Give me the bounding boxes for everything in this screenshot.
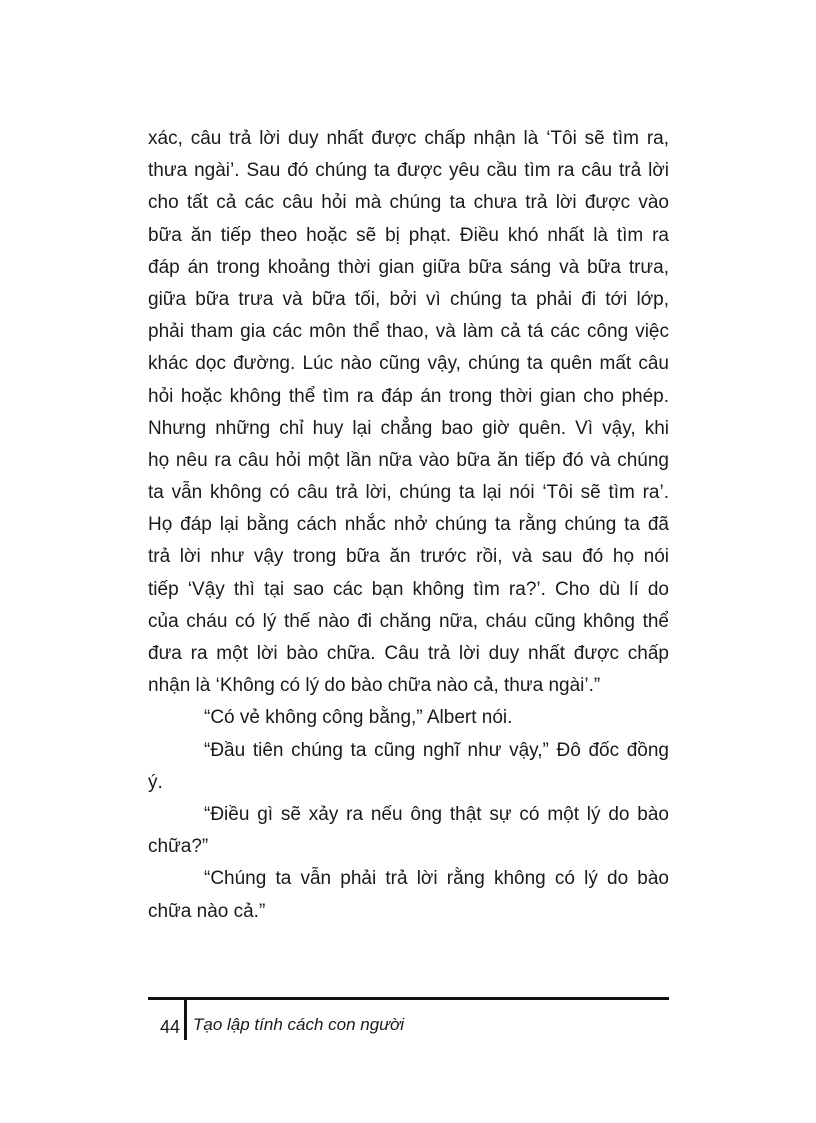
text-line: hỏi hoặc không thể tìm ra đáp án trong thời gian cho phép. <box>148 385 669 407</box>
page-number: 44 <box>159 1017 180 1037</box>
text-line: chữa?” <box>148 836 209 858</box>
text-line: “Chúng ta vẫn phải trả lời rằng không có lý do bào <box>204 868 669 890</box>
text-line: Nhưng những chỉ huy lại chẳng bao giờ quên. Vì vậy, khi <box>148 417 669 439</box>
text-line: họ nêu ra câu hỏi một lần nữa vào bữa ăn tiếp đó và chúng <box>148 449 669 471</box>
text-line: thưa ngài’. Sau đó chúng ta được yêu cầu tìm ra câu trả lời <box>148 160 669 182</box>
text-line: “Điều gì sẽ xảy ra nếu ông thật sự có một lý do bào <box>204 803 669 825</box>
text-line: “Có vẻ không công bằng,” Albert nói. <box>204 707 513 729</box>
text-line: trả lời như vậy trong bữa ăn trước rồi, và sau đó họ nói <box>148 546 669 568</box>
footer-rule <box>148 997 669 1000</box>
text-line: chữa nào cả.” <box>148 900 266 922</box>
text-line: nhận là ‘Không có lý do bào chữa nào cả, thưa ngài’.” <box>148 675 601 697</box>
footer-divider <box>184 1000 187 1040</box>
text-line: của cháu có lý thế nào đi chăng nữa, cháu cũng không thể <box>148 610 669 632</box>
running-title: Tạo lập tính cách con người <box>193 1015 405 1034</box>
text-line: đưa ra một lời bào chữa. Câu trả lời duy nhất được chấp <box>148 643 669 664</box>
text-line: xác, câu trả lời duy nhất được chấp nhận là ‘Tôi sẽ tìm ra, <box>148 128 669 149</box>
text-line: phải tham gia các môn thể thao, và làm cả tá các công việc <box>148 321 669 343</box>
text-line: ta vẫn không có câu trả lời, chúng ta lại nói ‘Tôi sẽ tìm ra’. <box>148 482 669 504</box>
text-line: Họ đáp lại bằng cách nhắc nhở chúng ta rằng chúng ta đã <box>148 514 669 536</box>
text-line: đáp án trong khoảng thời gian giữa bữa sáng và bữa trưa, <box>148 256 669 278</box>
body-text <box>148 123 669 928</box>
text-line: khác dọc đường. Lúc nào cũng vậy, chúng ta quên mất câu <box>148 353 669 375</box>
text-line: giữa bữa trưa và bữa tối, bởi vì chúng ta phải đi tới lớp, <box>148 288 669 310</box>
text-line: bữa ăn tiếp theo hoặc sẽ bị phạt. Điều khó nhất là tìm ra <box>148 224 669 246</box>
text-line: tiếp ‘Vậy thì tại sao các bạn không tìm ra?’. Cho dù lí do <box>148 578 669 600</box>
text-line: cho tất cả các câu hỏi mà chúng ta chưa trả lời được vào <box>148 192 669 214</box>
text-line: ý. <box>148 771 163 793</box>
text-line: “Đầu tiên chúng ta cũng nghĩ như vậy,” Đô đốc đồng <box>204 739 669 761</box>
